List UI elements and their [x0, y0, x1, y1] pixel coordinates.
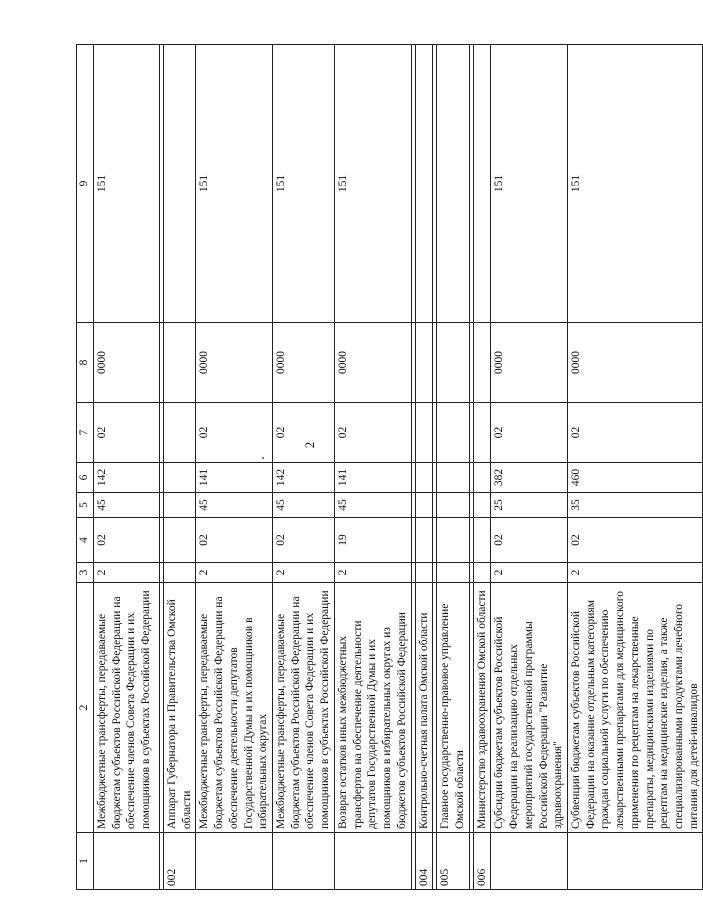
row-code: 005	[437, 833, 469, 890]
col-header-7: 7	[77, 403, 94, 463]
row-name: Субвенции бюджетам субъектов Российской Федерации на оказание отдельным категориям граждан социальной услуги по обеспечению лекарственными препаратами для медицинского применения по рецептам на лекарственные препараты, медицинскими изделиями по рецептам на медицинские изделия, а также специализированными продуктами лечебного питания для детей-инвалидов	[567, 583, 702, 833]
row-c4	[473, 518, 491, 563]
row-c8: 0000	[567, 323, 702, 403]
row-c6: 142	[94, 463, 160, 493]
row-code	[567, 833, 702, 890]
table-row	[164, 45, 196, 890]
row-c8: 0000	[196, 323, 273, 403]
row-c9: 151	[567, 45, 702, 323]
row-name: Межбюджетные трансферты, передаваемые бюджетам субъектов Российской Федерации на обеспечение членов Совета Федерации и их помощников в субъектах Российской Федерации	[273, 583, 335, 833]
row-c9: 151	[196, 45, 273, 323]
row-c3: 2	[334, 563, 411, 583]
table-row	[415, 45, 433, 890]
row-c4	[415, 518, 433, 563]
row-c6: 382	[491, 463, 568, 493]
table-row	[491, 45, 568, 890]
row-c8: 0000	[334, 323, 411, 403]
row-c4: 02	[273, 518, 335, 563]
row-c9	[473, 45, 491, 323]
table-row	[334, 45, 411, 890]
row-c5	[415, 493, 433, 518]
row-code	[491, 833, 568, 890]
row-code	[273, 833, 335, 890]
row-c7: 02	[567, 403, 702, 463]
col-header-3: 3	[77, 563, 94, 583]
rotated-table-wrapper	[76, 45, 700, 890]
row-c8: 0000	[94, 323, 160, 403]
row-c9: 151	[94, 45, 160, 323]
row-c3: 2	[196, 563, 273, 583]
row-c8: 0000	[273, 323, 335, 403]
row-c7: 02	[491, 403, 568, 463]
row-c5: 45	[273, 493, 335, 518]
col-header-2: 2	[77, 583, 94, 833]
row-c9	[437, 45, 469, 323]
row-code	[196, 833, 273, 890]
row-c3: 2	[567, 563, 702, 583]
row-c3: 2	[273, 563, 335, 583]
row-c8	[415, 323, 433, 403]
row-name: Межбюджетные трансферты, передаваемые бюджетам субъектов Российской Федерации на обеспечение деятельности депутатов Государственной Думы и их помощников в избирательных округах	[196, 583, 273, 833]
row-name: Главное государственно-правовое управление Омской области	[437, 583, 469, 833]
row-c5: 25	[491, 493, 568, 518]
row-c3	[473, 563, 491, 583]
row-c5	[473, 493, 491, 518]
row-c7: 02	[196, 403, 273, 463]
row-c5	[437, 493, 469, 518]
table-row	[273, 45, 335, 890]
col-header-8: 8	[77, 323, 94, 403]
row-c8	[473, 323, 491, 403]
table-row	[94, 45, 160, 890]
row-c5: 45	[94, 493, 160, 518]
row-c4: 02	[196, 518, 273, 563]
row-c7	[437, 403, 469, 463]
row-c6: 141	[334, 463, 411, 493]
row-c6: 141	[196, 463, 273, 493]
row-c7	[415, 403, 433, 463]
row-c6	[164, 463, 196, 493]
row-name: Контрольно-счетная палата Омской области	[415, 583, 433, 833]
row-c5: 35	[567, 493, 702, 518]
row-c3: 2	[491, 563, 568, 583]
row-c5	[164, 493, 196, 518]
row-name: Возврат остатков иных межбюджетных трансфертов на обеспечение деятельности депутатов Государственной Думы и их помощников в избирательных округах из бюджетов субъектов Российской Федерации	[334, 583, 411, 833]
page-number: 2	[302, 441, 317, 449]
row-code: 004	[415, 833, 433, 890]
row-c7	[473, 403, 491, 463]
row-c4: 02	[491, 518, 568, 563]
row-c4: 02	[567, 518, 702, 563]
row-code: 002	[164, 833, 196, 890]
budget-table	[76, 44, 703, 890]
row-name: Министерство здравоохранения Омской области	[473, 583, 491, 833]
row-c9: 151	[273, 45, 335, 323]
row-c6: 460	[567, 463, 702, 493]
row-name: Межбюджетные трансферты, передаваемые бюджетам субъектов Российской Федерации на обеспечение членов Совета Федерации и их помощников в субъектах Российской Федерации	[94, 583, 160, 833]
row-c8	[164, 323, 196, 403]
col-header-6: 6	[77, 463, 94, 493]
row-c3	[437, 563, 469, 583]
row-c8: 0000	[491, 323, 568, 403]
row-c9	[415, 45, 433, 323]
row-c6	[473, 463, 491, 493]
row-c7: 02	[273, 403, 335, 463]
col-header-9: 9	[77, 45, 94, 323]
row-c3: 2	[94, 563, 160, 583]
table-row	[473, 45, 491, 890]
row-c3	[415, 563, 433, 583]
row-code	[94, 833, 160, 890]
row-c4: 02	[94, 518, 160, 563]
row-code: 006	[473, 833, 491, 890]
row-code	[334, 833, 411, 890]
row-c8	[437, 323, 469, 403]
row-c4: 19	[334, 518, 411, 563]
row-c6: 142	[273, 463, 335, 493]
row-name: Субсидии бюджетам субъектов Российской Федерации на реализацию отдельных мероприятий государственной программы Российской Федерации "Развитие здравоохранения"	[491, 583, 568, 833]
row-c4	[164, 518, 196, 563]
table-row	[196, 45, 273, 890]
col-header-5: 5	[77, 493, 94, 518]
row-c3	[164, 563, 196, 583]
row-c9: 151	[491, 45, 568, 323]
row-c5: 45	[196, 493, 273, 518]
row-c7: 02	[94, 403, 160, 463]
row-c4	[437, 518, 469, 563]
row-name: Аппарат Губернатора и Правительства Омской области	[164, 583, 196, 833]
table-row	[437, 45, 469, 890]
col-header-1: 1	[77, 833, 94, 890]
col-header-4: 4	[77, 518, 94, 563]
row-c7	[164, 403, 196, 463]
row-c7: 02	[334, 403, 411, 463]
table-row	[567, 45, 702, 890]
row-c6	[437, 463, 469, 493]
row-c6	[415, 463, 433, 493]
row-c9	[164, 45, 196, 323]
row-c9: 151	[334, 45, 411, 323]
table-header-row	[77, 45, 94, 890]
row-c5: 45	[334, 493, 411, 518]
